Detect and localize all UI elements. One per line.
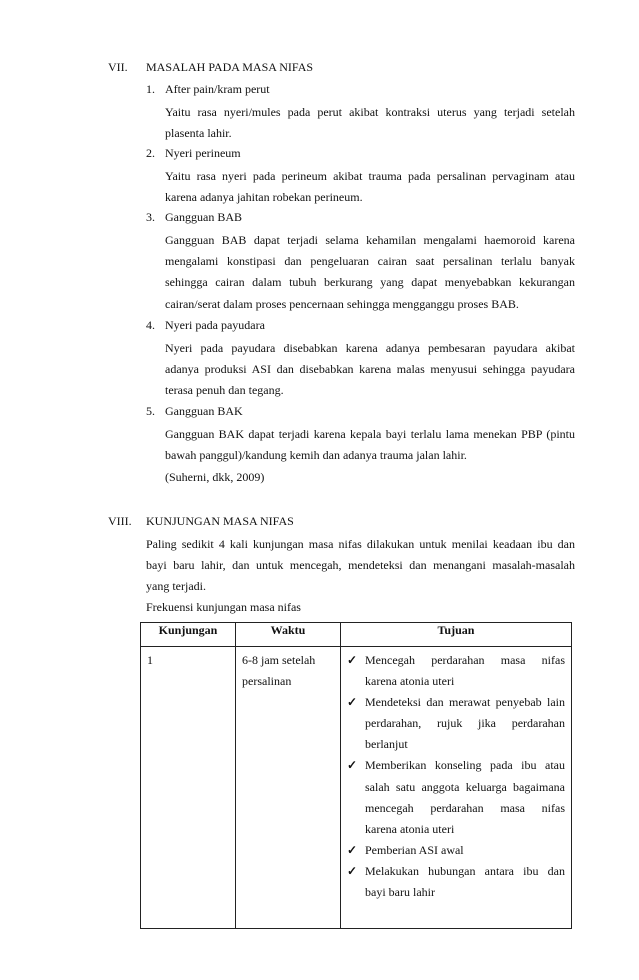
item-paragraph — [165, 424, 575, 466]
text-line: Gangguan BAK dapat terjadi karena kepala bayi terlalu lama menekan PBP (pintu — [165, 427, 575, 441]
goal-item — [347, 840, 565, 861]
column-header-waktu: Waktu — [236, 623, 341, 647]
goal-item — [347, 692, 565, 755]
goal-line: perdarahan, rujuk jika perdarahan — [365, 716, 565, 731]
text-line: Yaitu rasa nyeri/mules pada perut akibat kontraksi uterus yang terjadi setelah — [165, 105, 575, 119]
goal-line: salah satu anggota keluarga bagaimana — [365, 779, 565, 794]
text-line: adanya produksi ASI dan disebabkan karena malas menyusui sehingga payudara — [165, 362, 575, 377]
item-paragraph — [165, 230, 575, 315]
item-number: 2. — [146, 146, 155, 160]
goal-item — [347, 861, 565, 903]
section-title: KUNJUNGAN MASA NIFAS — [146, 514, 294, 528]
item-title: Gangguan BAK — [165, 404, 243, 418]
item-paragraph — [165, 166, 575, 208]
goal-line: Memberikan konseling pada ibu atau — [365, 758, 565, 773]
section-paragraph — [146, 534, 575, 598]
table-header-row — [141, 623, 572, 647]
table-row — [141, 647, 572, 929]
checkmark-icon: ✓ — [347, 653, 358, 667]
item-paragraph — [165, 102, 575, 144]
goal-line: karena atonia uteri — [365, 674, 455, 689]
checkmark-icon: ✓ — [347, 863, 358, 878]
text-line: bayi baru lahir, dan untuk mencegah, mendeteksi dan menangani masalah-masalah — [146, 558, 575, 573]
section-number: VIII. — [108, 514, 132, 528]
text-line: terasa penuh dan tegang. — [165, 383, 284, 398]
citation: (Suherni, dkk, 2009) — [165, 470, 265, 484]
goal-line: Pemberian ASI awal — [365, 842, 464, 857]
goal-item — [347, 650, 565, 692]
text-line: Paling sedikit 4 kali kunjungan masa nifas dilakukan untuk menilai keadaan ibu dan — [146, 537, 575, 551]
text-line: Gangguan BAB dapat terjadi selama kehamilan mengalami haemoroid karena — [165, 233, 575, 247]
column-header-tujuan: Tujuan — [341, 623, 572, 647]
goal-line: Mendeteksi dan merawat penyebab lain — [365, 695, 565, 710]
text-line: Yaitu rasa nyeri pada perineum akibat trauma pada persalinan pervaginam atau — [165, 169, 575, 183]
goal-line: mencegah perdarahan masa nifas — [365, 800, 565, 815]
text-line: sehingga cairan dalam tubuh berkurang yang dapat menyebabkan kekurangan — [165, 275, 575, 290]
table-caption: Frekuensi kunjungan masa nifas — [146, 600, 301, 614]
item-title: Nyeri pada payudara — [165, 318, 265, 332]
column-header-kunjungan: Kunjungan — [141, 623, 236, 647]
text-line: bawah panggul)/kandung kemih dan adanya trauma jalan lahir. — [165, 448, 467, 463]
item-number: 1. — [146, 82, 155, 96]
goal-line: Mencegah perdarahan masa nifas — [365, 653, 565, 667]
section-title: MASALAH PADA MASA NIFAS — [146, 60, 314, 74]
text-line: plasenta lahir. — [165, 126, 232, 141]
item-number: 5. — [146, 404, 155, 418]
goal-item — [347, 755, 565, 839]
goal-line: bayi baru lahir — [365, 885, 435, 900]
item-number: 4. — [146, 318, 155, 332]
checkmark-icon: ✓ — [347, 758, 358, 773]
cell-kunjungan: 1 — [141, 647, 236, 929]
text-line: karena adanya jahitan robekan perineum. — [165, 190, 363, 205]
section-number: VII. — [108, 60, 128, 74]
visit-frequency-table — [140, 622, 572, 929]
cell-line: 6-8 jam setelah — [242, 653, 316, 667]
text-line: Nyeri pada payudara disebabkan karena adanya pembesaran payudara akibat — [165, 341, 575, 355]
cell-waktu — [236, 647, 341, 929]
checkmark-icon: ✓ — [347, 842, 358, 857]
cell-line: persalinan — [242, 674, 292, 689]
goal-line: Melakukan hubungan antara ibu dan — [365, 863, 565, 878]
text-line: yang terjadi. — [146, 579, 206, 594]
item-title: After pain/kram perut — [165, 82, 270, 96]
item-paragraph — [165, 338, 575, 402]
cell-tujuan — [341, 647, 572, 929]
item-number: 3. — [146, 210, 155, 224]
goal-line: karena atonia uteri — [365, 821, 455, 836]
goal-line: berlanjut — [365, 737, 408, 752]
item-title: Nyeri perineum — [165, 146, 241, 160]
text-line: cairan/serat dalam proses pencernaan sehingga mengganggu proses BAB. — [165, 296, 519, 311]
text-line: mengalami konstipasi dan pengeluaran cairan saat persalinan terlalu banyak — [165, 254, 575, 269]
item-title: Gangguan BAB — [165, 210, 242, 224]
checkmark-icon: ✓ — [347, 695, 358, 710]
